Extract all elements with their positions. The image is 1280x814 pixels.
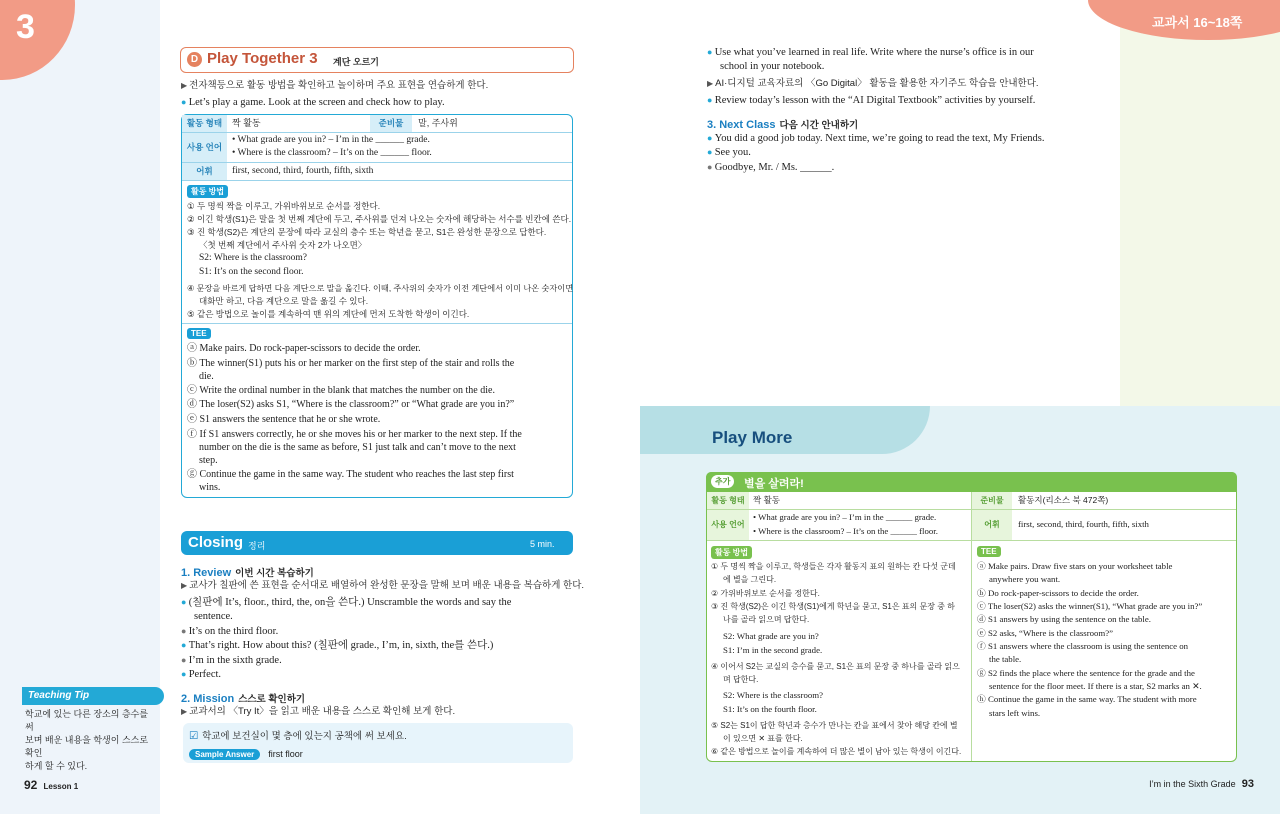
method-badge: 활동 방법 [187, 185, 228, 198]
play-more-box-title: 별을 살려라! [744, 478, 804, 490]
triangle-bullet-icon: ▶ [181, 81, 190, 90]
tee-line: ⓖ Continue the game in the same way. The student who reaches the last step first [187, 469, 514, 480]
teacher-icon: ● [181, 597, 189, 607]
pm-tee-line: ⓓ S1 answers by using the sentence on the table. [977, 614, 1151, 624]
closing-title: Closing [188, 534, 243, 551]
tee-line: number on the die is the same as before, S1 just talk and can’t move to the next [199, 442, 516, 453]
teaching-tip-text: 학교에 있는 다른 장소의 층수를 써 보며 배운 내용을 학생이 스스로 확인 하게 할 수 있다. [25, 709, 149, 771]
method-step: 대화만 하고, 다음 계단으로 말을 옮길 수 있다. [199, 296, 369, 306]
pm-column-divider [971, 492, 972, 761]
tee-line: wins. [199, 482, 221, 493]
pm-step: S2: Where is the classroom? [723, 690, 824, 700]
type-label: 활동 형태 [182, 115, 227, 132]
digital-review-line: ● Review today’s lesson with the “AI Digital Textbook” activities by yourself. [707, 95, 1036, 106]
method-step: S1: It’s on the second floor. [199, 267, 304, 277]
page-number-right: I’m in the Sixth Grade 93 [1149, 778, 1254, 790]
method-step: ⑤ 같은 방법으로 놀이를 계속하여 맨 위의 계단에 먼저 도착한 학생이 이긴다. [187, 309, 470, 319]
mission-heading: 2. Mission 스스로 확인하기 [181, 693, 306, 705]
pm-tee-badge: TEE [977, 546, 1001, 557]
table-divider [182, 323, 572, 324]
right-margin [1120, 0, 1280, 406]
pm-method-badge: 활동 방법 [711, 546, 752, 559]
pm-tee-line: ⓕ S1 answers where the classroom is using the sentence on [977, 641, 1189, 651]
tee-line: ⓑ The winner(S1) puts his or her marker on the first step of the stair and rolls the [187, 358, 515, 369]
pm-step: ① 두 명씩 짝을 이루고, 학생들은 각자 활동지 표의 원하는 칸 다섯 군데 [711, 562, 956, 571]
method-step: 〈첫 번째 계단에서 주사위 숫자 2가 나오면〉 [199, 240, 367, 250]
pm-tee-line: anywhere you want. [989, 574, 1061, 584]
review-line: ● That’s right. How about this? (칠판에 grade., I’m, in, sixth, the를 쓴다.) [181, 640, 494, 651]
right-page-top [640, 0, 1120, 406]
next-class-line: ● Goodbye, Mr. / Ms. ______. [707, 162, 835, 173]
pm-language-line-1: • What grade are you in? – I’m in the ______ grade. [753, 512, 937, 522]
language-line-1: • What grade are you in? – I’m in the ______ grade. [232, 135, 430, 145]
tee-line: ⓓ The loser(S2) asks S1, “Where is the classroom?” or “What grade are you in?” [187, 399, 515, 410]
section-letter-badge: D [187, 52, 202, 67]
play-more-title: Play More [712, 428, 793, 447]
teacher-icon: ● [707, 47, 715, 57]
student-icon: ● [181, 655, 189, 665]
tee-line: ⓕ If S1 answers correctly, he or she moves his or her marker to the next step. If the [187, 429, 522, 440]
sample-answer-row [189, 744, 303, 762]
checkbox-icon: ☑ [189, 730, 203, 742]
pm-step: 며 답한다. [723, 675, 759, 684]
pm-language-label: 사용 언어 [707, 510, 749, 540]
pm-tee-line: the table. [989, 654, 1022, 664]
pm-step: S2: What grade are you in? [723, 631, 819, 641]
method-step: S2: Where is the classroom? [199, 253, 307, 263]
teacher-icon: ● [707, 147, 715, 157]
play-together-intro-ko: ▶ 전자책등으로 활동 방법을 확인하고 놀이하며 주요 표현을 연습하게 한다. [181, 80, 489, 91]
triangle-bullet-icon: ▶ [181, 581, 190, 590]
pm-tee-line: ⓔ S2 asks, “Where is the classroom?” [977, 628, 1114, 638]
mission-ko: ▶ 교과서의 〈Try It〉을 읽고 배운 내용을 스스로 확인해 보게 한다. [181, 706, 456, 717]
teacher-icon: ● [181, 669, 189, 679]
review-line: ● (칠판에 It’s, floor., third, the, on을 쓴다.) Unscramble the words and say the [181, 597, 512, 608]
pm-step: ② 가위바위보로 순서를 정한다. [711, 589, 820, 598]
play-together-title: Play Together 3 [207, 50, 318, 67]
pm-type-value: 짝 활동 [753, 495, 780, 505]
tee-line: ⓔ S1 answers the sentence that he or she wrote. [187, 414, 381, 425]
unit-number: 3 [16, 8, 35, 46]
textbook-pages-label: 교과서 16~18쪽 [1152, 15, 1243, 30]
review-line: ● It’s on the third floor. [181, 626, 279, 637]
language-label: 사용 언어 [182, 133, 227, 162]
tee-line: die. [199, 371, 214, 382]
pm-step: ⑤ S2는 S1이 답한 학년과 층수가 만나는 칸을 표에서 찾아 해당 칸에 별 [711, 721, 958, 730]
pm-materials-value: 활동지(리소스 북 472쪽) [1018, 495, 1109, 505]
materials-value: 말, 주사위 [418, 118, 458, 128]
method-step: ② 이긴 학생(S1)은 말을 첫 번째 계단에 두고, 주사위를 던져 나오는 숫자에 해당하는 서수를 빈칸에 쓴다. [187, 214, 572, 224]
triangle-bullet-icon: ▶ [707, 79, 716, 88]
real-life-line: ● Use what you’ve learned in real life. Write where the nurse’s office is in our [707, 47, 1034, 58]
sample-answer-text: first floor [268, 749, 303, 759]
real-life-line-2: school in your notebook. [720, 61, 825, 72]
pm-step: S1: I’m in the second grade. [723, 645, 823, 655]
digital-guide-ko: ▶ AI·디지털 교육자료의 〈Go Digital〉 활동을 활용한 자기주도 학습을 안내한다. [707, 78, 1039, 89]
play-more-tag: 추가 [711, 475, 734, 488]
teacher-icon: ● [181, 97, 189, 107]
pm-vocab-label: 어휘 [972, 510, 1012, 540]
teacher-icon: ● [181, 640, 189, 650]
pm-tee-line: ⓖ S2 finds the place where the sentence for the grade and the [977, 668, 1195, 678]
tee-line: ⓐ Make pairs. Do rock-paper-scissors to decide the order. [187, 343, 421, 354]
pm-step: 나를 골라 읽으며 답한다. [723, 615, 810, 624]
method-step: ③ 진 학생(S2)은 계단의 문장에 따라 교실의 층수 또는 학년을 묻고, S1은 완성한 문장으로 답한다. [187, 227, 547, 237]
pm-tee-line: ⓐ Make pairs. Draw five stars on your worksheet table [977, 561, 1173, 571]
pm-language-line-2: • Where is the classroom? – It’s on the ______ floor. [753, 526, 938, 536]
teaching-tip-label: Teaching Tip [22, 687, 164, 705]
type-value: 짝 활동 [232, 118, 261, 128]
vocab-value: first, second, third, fourth, fifth, sixth [232, 166, 374, 176]
sample-answer-badge: Sample Answer [189, 749, 260, 760]
table-divider [182, 180, 572, 181]
teacher-icon: ● [707, 133, 715, 143]
pm-step: S1: It’s on the fourth floor. [723, 704, 817, 714]
page-number-left: 92 Lesson 1 [24, 778, 79, 792]
review-ko: ▶ 교사가 칠판에 쓴 표현을 순서대로 배열하여 완성한 문장을 말해 보며 배운 내용을 복습하게 한다. [181, 580, 585, 591]
tee-badge: TEE [187, 328, 211, 339]
materials-label: 준비물 [370, 115, 412, 132]
review-line: ● Perfect. [181, 669, 222, 680]
student-icon: ● [707, 162, 715, 172]
vocab-label: 어휘 [182, 163, 227, 180]
pm-step: 이 있으면 ✕ 표를 한다. [723, 734, 803, 743]
pm-step: ④ 이어서 S2는 교실의 층수를 묻고, S1은 표의 문장 중 하나를 골라 읽으 [711, 662, 960, 671]
next-class-line: ● See you. [707, 147, 751, 158]
method-step: ① 두 명씩 짝을 이루고, 가위바위보로 순서를 정한다. [187, 201, 381, 211]
pm-step: 에 별을 그린다. [723, 575, 777, 584]
review-heading: 1. Review 이번 시간 복습하기 [181, 567, 314, 579]
tee-line: step. [199, 455, 218, 466]
review-line: sentence. [194, 611, 233, 622]
mission-task: ☑ 학교에 보건실이 몇 층에 있는지 공책에 써 보세요. [189, 730, 407, 742]
tee-line: ⓒ Write the ordinal number in the blank that matches the number on the die. [187, 385, 495, 396]
next-class-line: ● You did a good job today. Next time, we’re going to read the text, My Friends. [707, 133, 1045, 144]
pm-tee-line: sentence for the floor meet. If there is a star, S2 marks an ✕. [989, 681, 1202, 691]
pm-vocab-value: first, second, third, fourth, fifth, sixth [1018, 519, 1149, 529]
pm-tee-line: ⓑ Do rock-paper-scissors to decide the order. [977, 588, 1139, 598]
method-step: ④ 문장을 바르게 답하면 다음 계단으로 말을 옮긴다. 이때, 주사위의 숫자가 이전 계단에서 이미 나온 숫자이면 [187, 284, 574, 293]
pm-materials-label: 준비물 [972, 492, 1012, 509]
pm-step: ⑥ 같은 방법으로 놀이를 계속하여 더 많은 별이 남아 있는 학생이 이긴다. [711, 747, 962, 756]
teacher-icon: ● [707, 95, 715, 105]
play-together-intro-en: ● Let’s play a game. Look at the screen and check how to play. [181, 97, 445, 108]
pm-tee-line: ⓒ The loser(S2) asks the winner(S1), “What grade are you in?” [977, 601, 1203, 611]
triangle-bullet-icon: ▶ [181, 707, 190, 716]
review-line: ● I’m in the sixth grade. [181, 655, 282, 666]
next-class-heading: 3. Next Class 다음 시간 안내하기 [707, 119, 859, 131]
table-divider [182, 162, 572, 163]
pm-tee-line: ⓗ Continue the game in the same way. The student with more [977, 694, 1197, 704]
language-line-2: • Where is the classroom? – It’s on the ______ floor. [232, 148, 432, 158]
pm-tee-line: stars left wins. [989, 708, 1041, 718]
play-together-subtitle: 계단 오르기 [333, 57, 379, 67]
student-icon: ● [181, 626, 189, 636]
closing-subtitle: 정리 [248, 541, 266, 551]
pm-type-label: 활동 형태 [707, 492, 749, 509]
table-divider [182, 132, 572, 133]
pm-step: ③ 진 학생(S2)은 이긴 학생(S1)에게 학년을 묻고, S1은 표의 문장 중 하 [711, 602, 955, 611]
closing-minutes: 5 min. [530, 539, 555, 549]
